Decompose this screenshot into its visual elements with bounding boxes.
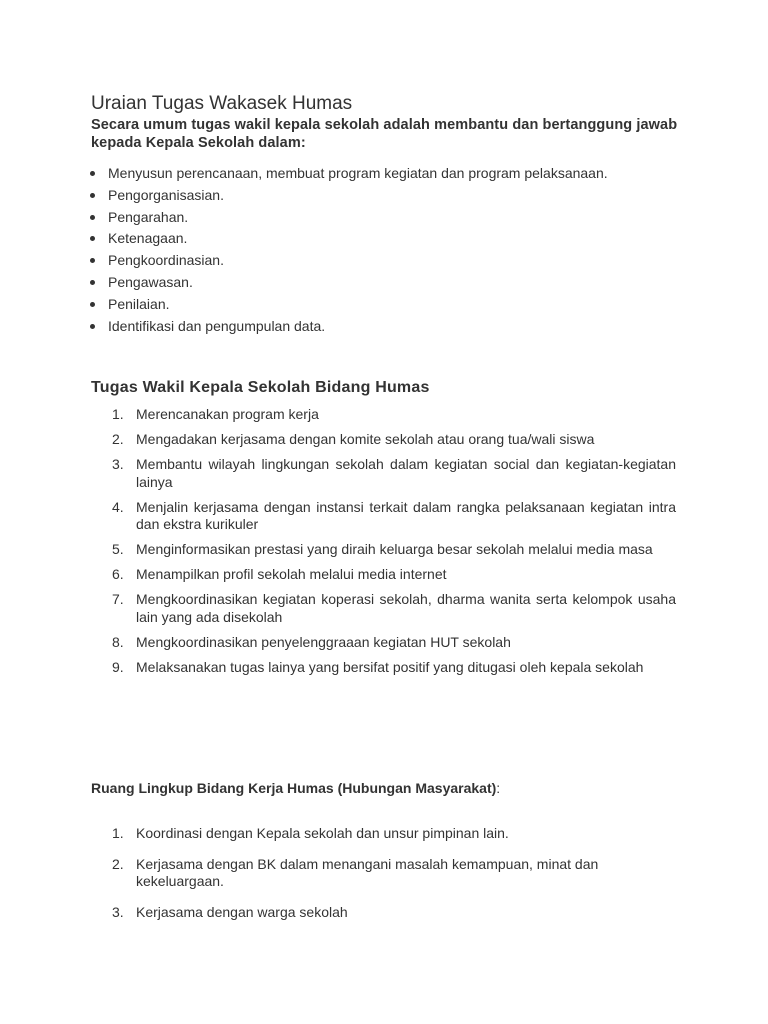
item-text: Menampilkan profil sekolah melalui media internet	[136, 566, 447, 582]
document-title: Uraian Tugas Wakasek Humas	[91, 93, 353, 114]
section-heading-text: Ruang Lingkup Bidang Kerja Humas (Hubungan Masyarakat)	[91, 780, 497, 796]
item-number: 1.	[112, 406, 124, 422]
item-text: Mengadakan kerjasama dengan komite sekolah atau orang tua/wali siswa	[136, 431, 595, 447]
item-number: 2.	[112, 855, 124, 872]
item-text: Kerjasama dengan warga sekolah	[136, 903, 348, 920]
bullet-item: Identifikasi dan pengumpulan data.	[0, 316, 608, 338]
item-number: 6.	[112, 566, 124, 582]
item-text: Kerjasama dengan BK dalam menangani masalah kemampuan, minat dan kekeluargaan.	[136, 855, 599, 889]
bullet-dot-icon	[90, 324, 95, 329]
bullet-dot-icon	[90, 236, 95, 241]
bullet-item: Pengarahan.	[0, 207, 608, 229]
numbered-item	[0, 499, 676, 534]
bullet-item: Pengorganisasian.	[0, 185, 608, 207]
item-number: 9.	[112, 658, 124, 675]
item-number: 7.	[112, 591, 124, 607]
numbered-item	[0, 634, 676, 652]
bullet-item: Penilaian.	[0, 294, 608, 316]
item-text: Merencanakan program kerja	[136, 406, 319, 422]
bullet-item: Ketenagaan.	[0, 228, 608, 250]
numbered-item	[0, 541, 676, 559]
item-number: 1.	[112, 825, 124, 841]
numbered-item	[0, 431, 676, 449]
item-text: Menjalin kerjasama dengan instansi terkait dalam rangka pelaksanaan kegiatan intra dan ekstra kurikuler	[136, 498, 676, 532]
numbered-item	[0, 825, 676, 843]
numbered-item	[0, 856, 676, 891]
tugas-numbered-list	[0, 406, 676, 684]
numbered-item	[0, 904, 676, 922]
item-text: Mengkoordinasikan kegiatan koperasi sekolah, dharma wanita serta kelompok usaha lain yang ada disekolah	[136, 591, 676, 625]
section-heading-ruang-lingkup	[91, 778, 500, 798]
bullet-item: Pengkoordinasian.	[0, 250, 608, 272]
item-number: 3.	[112, 456, 124, 472]
bullet-dot-icon	[90, 302, 95, 307]
item-number: 8.	[112, 633, 124, 650]
bullet-dot-icon	[90, 280, 95, 285]
item-text: Mengkoordinasikan penyelenggraaan kegiatan HUT sekolah	[136, 633, 511, 650]
bullet-dot-icon	[90, 215, 95, 220]
numbered-item	[0, 566, 676, 584]
bullet-dot-icon	[90, 258, 95, 263]
section-heading-colon: :	[496, 780, 501, 796]
ruang-lingkup-numbered-list	[0, 825, 676, 934]
bullet-item: Menyusun perencanaan, membuat program kegiatan dan program pelaksanaan.	[0, 163, 608, 185]
item-text: Melaksanakan tugas lainya yang bersifat positif yang ditugasi oleh kepala sekolah	[136, 658, 644, 675]
item-number: 4.	[112, 498, 124, 515]
item-number: 5.	[112, 541, 124, 557]
item-text: Membantu wilayah lingkungan sekolah dalam kegiatan social dan kegiatan-kegiatan lainya	[136, 456, 676, 490]
bullet-dot-icon	[90, 193, 95, 198]
numbered-item	[0, 456, 676, 491]
numbered-item	[0, 591, 676, 626]
item-text: Menginformasikan prestasi yang diraih keluarga besar sekolah melalui media masa	[136, 541, 653, 557]
section-heading-tugas: Tugas Wakil Kepala Sekolah Bidang Humas	[91, 379, 430, 396]
intro-paragraph: Secara umum tugas wakil kepala sekolah adalah membantu dan bertanggung jawab kepada Kepala Sekolah dalam:	[91, 117, 678, 151]
item-text: Koordinasi dengan Kepala sekolah dan unsur pimpinan lain.	[136, 825, 509, 841]
bullet-item: Pengawasan.	[0, 272, 608, 294]
item-number: 2.	[112, 431, 124, 447]
item-number: 3.	[112, 903, 124, 920]
bullet-dot-icon	[90, 171, 95, 176]
numbered-item	[0, 406, 676, 424]
duties-bullet-list	[0, 163, 608, 337]
numbered-item	[0, 659, 676, 677]
